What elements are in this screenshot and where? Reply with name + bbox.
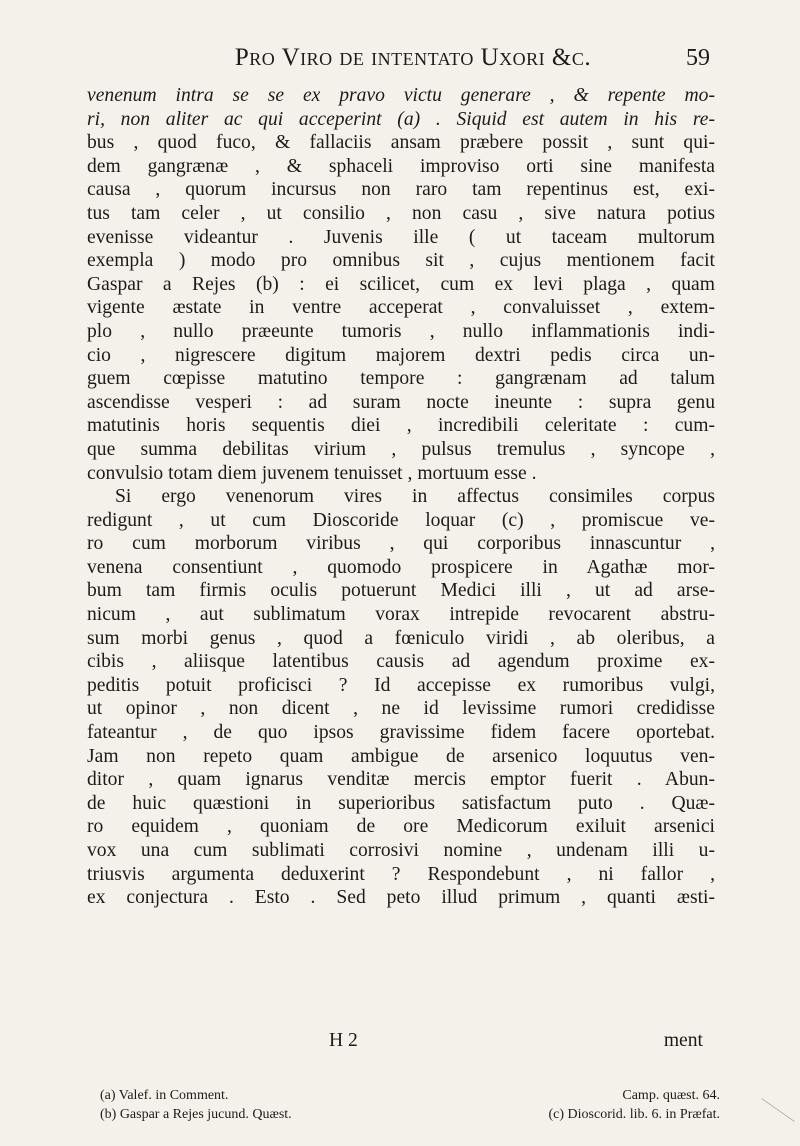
text-line: ri, non aliter ac qui acceperint (a) . Siquid est autem in his re-: [87, 108, 715, 130]
text-line: redigunt , ut cum Dioscoride loquar (c) , promiscue ve-: [87, 509, 715, 531]
text-line: evenisse videantur . Juvenis ille ( ut taceam multorum: [87, 226, 715, 248]
text-line: triusvis argumenta deduxerint ? Respondebunt , ni fallor ,: [87, 863, 715, 885]
running-head: Pro Viro de intentato Uxori &c.: [234, 44, 592, 71]
text-line: cibis , aliisque latentibus causis ad agendum proxime ex-: [87, 651, 715, 673]
text-line: causa , quorum incursus non raro tam repentinus est, exi-: [87, 179, 715, 201]
footnote-row: [100, 1105, 720, 1124]
text-line: venena consentiunt , quomodo prospicere in Agathæ mor-: [87, 556, 715, 578]
text-line: bum tam firmis oculis potuerunt Medici illi , ut ad arse-: [87, 580, 715, 602]
footnote: (c) Dioscorid. lib. 6. in Præfat.: [548, 1107, 720, 1122]
text-line: Jam non repeto quam ambigue de arsenico loquutus ven-: [87, 745, 715, 767]
footnotes: [100, 1086, 720, 1124]
text-line: nicum , aut sublimatum vorax intrepide revocarent abstru-: [87, 604, 715, 626]
text-line: convulsio totam diem juvenem tenuisset , mortuum esse .: [87, 462, 537, 484]
text-line: sum morbi genus , quod a fœniculo viridi , ab oleribus, a: [87, 627, 715, 649]
text-line: Si ergo venenorum vires in affectus consimiles corpus: [115, 486, 715, 508]
text-line: ditor , quam ignarus venditæ mercis emptor fuerit . Abun-: [87, 769, 715, 791]
footnote: Camp. quæst. 64.: [622, 1088, 720, 1103]
text-line: matutinis horis sequentis diei , incredibili celeritate : cum-: [87, 415, 715, 437]
catchword: ment: [663, 1030, 703, 1051]
text-line: exempla ) modo pro omnibus sit , cujus mentionem facit: [87, 250, 715, 272]
text-line: vigente æstate in ventre acceperat , convaluisset , extem-: [87, 297, 715, 319]
text-line: dem gangrænæ , & sphaceli improviso orti sine manifesta: [87, 155, 715, 177]
text-line: fateantur , de quo ipsos gravissime fidem facere oportebat.: [87, 722, 715, 744]
footnote-row: [100, 1086, 720, 1105]
page-number: 59: [686, 45, 710, 71]
text-line: ex conjectura . Esto . Sed peto illud primum , quanti æsti-: [87, 887, 715, 909]
text-line: peditis potuit proficisci ? Id accepisse ex rumoribus vulgi,: [87, 674, 715, 696]
text-line: bus , quod fuco, & fallaciis ansam præbere possit , sunt qui-: [87, 132, 715, 154]
text-line: Gaspar a Rejes (b) : ei scilicet, cum ex levi plaga , quam: [87, 273, 715, 295]
text-line: de huic quæstioni in superioribus satisfactum puto . Quæ-: [87, 792, 715, 814]
page-edge-mark: [745, 1098, 794, 1145]
text-line: plo , nullo præeunte tumoris , nullo inflammationis indi-: [87, 320, 715, 342]
text-line: vox una cum sublimati corrosivi nomine , undenam illi u-: [87, 840, 715, 861]
text-line: ascendisse vesperi : ad suram nocte ineunte : supra genu: [87, 391, 715, 413]
text-line: tus tam celer , ut consilio , non casu , sive natura potius: [87, 202, 715, 224]
footnote: (b) Gaspar a Rejes jucund. Quæst.: [100, 1107, 292, 1122]
signature-mark: H 2: [329, 1030, 358, 1051]
text-line: ut opinor , non dicent , ne id levissime rumori credidisse: [87, 698, 715, 720]
text-line: que summa debilitas virium , pulsus tremulus , syncope ,: [87, 438, 715, 460]
body-text: [87, 84, 715, 910]
text-line: ro cum morborum viribus , qui corporibus innascuntur ,: [87, 533, 715, 555]
text-line: guem cœpisse matutino tempore : gangrænam ad talum: [87, 368, 715, 390]
text-line: cio , nigrescere digitum majorem dextri pedis circa un-: [87, 344, 715, 366]
text-line: venenum intra se se ex pravo victu generare , & repente mo-: [87, 85, 715, 106]
footnote: (a) Valef. in Comment.: [100, 1088, 229, 1103]
text-line: ro equidem , quoniam de ore Medicorum exiluit arsenici: [87, 816, 715, 838]
page-header: [120, 44, 720, 72]
